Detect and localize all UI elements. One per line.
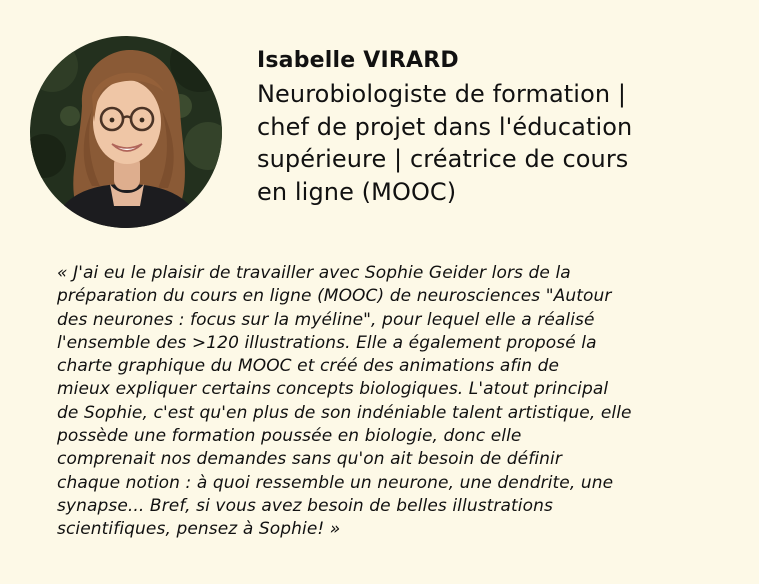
testimonial-quote (57, 262, 747, 542)
portrait-image (30, 36, 222, 228)
role-line: en ligne (MOOC) (257, 177, 457, 206)
avatar (30, 36, 222, 228)
quote-line: mieux expliquer certains concepts biologiques. L'atout principal (57, 379, 609, 400)
quote-line: de Sophie, c'est qu'en plus de son indéniable talent artistique, elle (57, 402, 632, 423)
quote-line: comprenait nos demandes sans qu'on ait besoin de définir (57, 449, 562, 470)
quote-line: des neurones : focus sur la myéline", pour lequel elle a réalisé (57, 309, 595, 330)
person-name: Isabelle VIRARD (257, 48, 459, 73)
quote-line: synapse... Bref, si vous avez besoin de belles illustrations (57, 495, 553, 516)
role-line: supérieure | créatrice de cours (257, 145, 629, 173)
quote-line: l'ensemble des >120 illustrations. Elle a également proposé la (57, 332, 597, 353)
quote-line: possède une formation poussée en biologie, donc elle (57, 426, 522, 447)
quote-line: « J'ai eu le plaisir de travailler avec Sophie Geider lors de la (57, 263, 571, 283)
person-role (257, 78, 752, 208)
quote-line: charte graphique du MOOC et créé des animations afin de (57, 356, 560, 377)
role-line: Neurobiologiste de formation | (257, 80, 627, 108)
quote-line: chaque notion : à quoi ressemble un neurone, une dendrite, une (57, 472, 614, 493)
role-line: chef de projet dans l'éducation (257, 112, 633, 141)
profile-header (257, 44, 752, 208)
quote-line: scientifiques, pensez à Sophie! » (57, 519, 341, 540)
quote-line: préparation du cours en ligne (MOOC) de neurosciences "Autour (57, 286, 612, 307)
